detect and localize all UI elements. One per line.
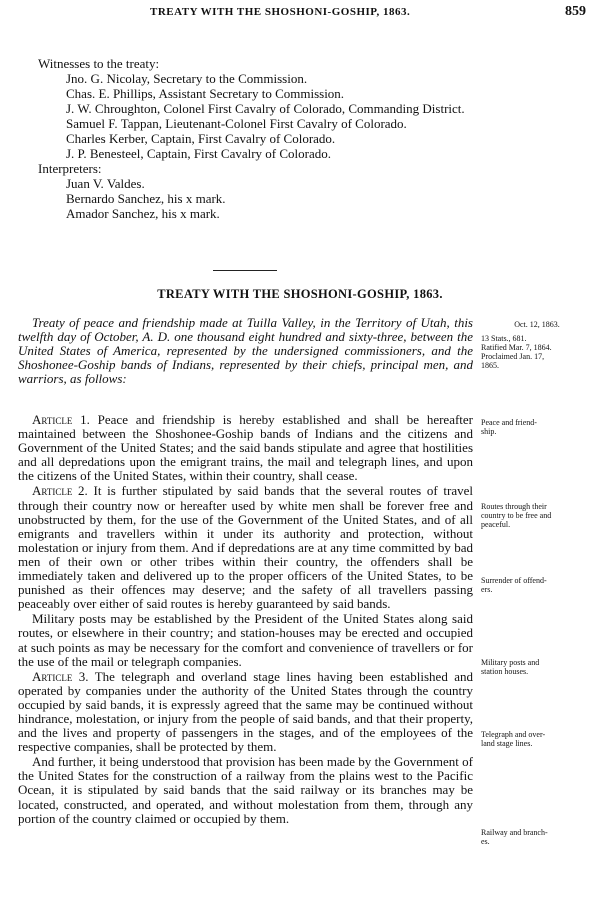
interpreter-name: Bernardo Sanchez, his x mark. (66, 191, 226, 206)
margin-note-line: Military posts and (481, 658, 540, 667)
interpreter-name: Juan V. Valdes. (66, 176, 145, 191)
witness-block (18, 56, 474, 221)
article-paragraph (18, 484, 473, 611)
margin-note-date: Oct. 12, 1863. (514, 320, 560, 329)
margin-note-peace (481, 418, 593, 436)
margin-note-line: Surrender of offend- (481, 576, 547, 585)
margin-note-telegraph (481, 730, 593, 748)
margin-note-line: peaceful. (481, 520, 511, 529)
margin-note-railway (481, 828, 593, 846)
margin-note-line: es. (481, 837, 490, 846)
margin-note-surrender (481, 576, 593, 594)
article-paragraph (18, 413, 473, 483)
margin-note-line: Railway and branch- (481, 828, 548, 837)
article-label: Article 2. (32, 483, 88, 499)
running-head (0, 6, 600, 24)
running-title: TREATY WITH THE SHOSHONI-GOSHIP, 1863. (150, 6, 411, 18)
article-paragraph (18, 612, 473, 668)
margin-note-citation (481, 334, 593, 370)
treaty-articles (18, 413, 473, 826)
margin-note-military (481, 658, 593, 676)
interpreter-name: Amador Sanchez, his x mark. (66, 206, 220, 221)
article-text: It is further stipulated by said bands that the several routes of travel through their country now or hereafter used by white men shall be forever free and unobstructed by them, for the use of the Government of the United States, and of all emigrants and travellers within it under its authority and protection, without molestation or injury from them. And if depredations are at any time committed by bad men of their own or other tribes within their country, the offenders shall be immediately taken and delivered up to the proper officers of the United States, to be punished as their offences may deserve; and the safety of all travellers passing peaceably over either of said routes is hereby guaranteed by said bands. (18, 483, 474, 612)
margin-note-line: Peace and friend- (481, 418, 537, 427)
margin-note-routes (481, 502, 593, 529)
margin-note-line: land stage lines. (481, 739, 533, 748)
article-label: Article 3. (32, 668, 89, 684)
citation-line: Proclaimed Jan. 17, (481, 352, 545, 361)
margin-note-line: Telegraph and over- (481, 730, 546, 739)
witnesses-label: Witnesses to the treaty: (38, 56, 160, 71)
citation-line: 13 Stats., 681. (481, 334, 527, 343)
witness-name: J. P. Benesteel, Captain, First Cavalry of Colorado. (66, 146, 332, 161)
citation-line: 1865. (481, 361, 499, 370)
interpreters-label: Interpreters: (38, 161, 102, 176)
witness-name: J. W. Chroughton, Colonel First Cavalry of Colorado, Commanding District. (66, 101, 465, 116)
article-text: And further, it being understood that provision has been made by the Government of the United States for the construction of a railway from the plains west to the Pacific Ocean, it is stipulated by said bands that the said railway or its branches may be located, constructed, and operated, and without molestation from them, through any portion of the country claimed or occupied by them. (18, 754, 473, 826)
treaty-preamble: Treaty of peace and friendship made at Tuilla Valley, in the Territory of Utah, this twelfth day of October, A. D. one thousand eight hundred and sixty-three, between the United States of America, represented by the undersigned commissioners, and the Shoshonee-Goship bands of Indians, represented by their chiefs, principal men, and warriors, as follows: (18, 315, 473, 386)
section-divider (213, 270, 277, 271)
article-paragraph (18, 755, 473, 825)
margin-note-line: ship. (481, 427, 497, 436)
treaty-title: TREATY WITH THE SHOSHONI-GOSHIP, 1863. (157, 287, 443, 301)
article-label: Article 1. (32, 412, 90, 427)
witness-name: Chas. E. Phillips, Assistant Secretary to Commission. (66, 86, 345, 101)
margin-note-line: ers. (481, 585, 493, 594)
article-text: Peace and friendship is hereby established and shall be hereafter maintained between the Shoshonee-Goship bands of Indians and the citizens and Government of the United States; and the said bands stipulate and agree that hostilities and all depredations upon the emigrant trains, the mail and telegraph lines, and upon the citizens of the United States, within their country, shall cease. (18, 412, 474, 484)
citation-line: Ratified Mar. 7, 1864. (481, 343, 552, 352)
margin-note-line: station houses. (481, 667, 529, 676)
article-text: The telegraph and overland stage lines having been established and operated by companies under the authority of the United States through the country occupied by said bands, it is expressly agreed that the same may be continued without hindrance, molestation, or injury from the people of said bands, and that their property, and the lives and property of passengers in the stages, and of the employees of the respective companies, shall be protected by them. (18, 668, 474, 755)
witness-name: Samuel F. Tappan, Lieutenant-Colonel First Cavalry of Colorado. (66, 116, 407, 131)
witness-name: Charles Kerber, Captain, First Cavalry of Colorado. (66, 131, 336, 146)
page-number: 859 (565, 4, 586, 19)
margin-note-line: country to be free and (481, 511, 552, 520)
article-text: Military posts may be established by the President of the United States along said routes, or elsewhere in their country; and station-houses may be erected and occupied at such points as may be necessary for the comfort and convenience of travellers or for the use of the mail or telegraph companies. (18, 611, 473, 669)
article-paragraph (18, 670, 473, 755)
witness-name: Jno. G. Nicolay, Secretary to the Commission. (66, 71, 308, 86)
margin-note-line: Routes through their (481, 502, 547, 511)
